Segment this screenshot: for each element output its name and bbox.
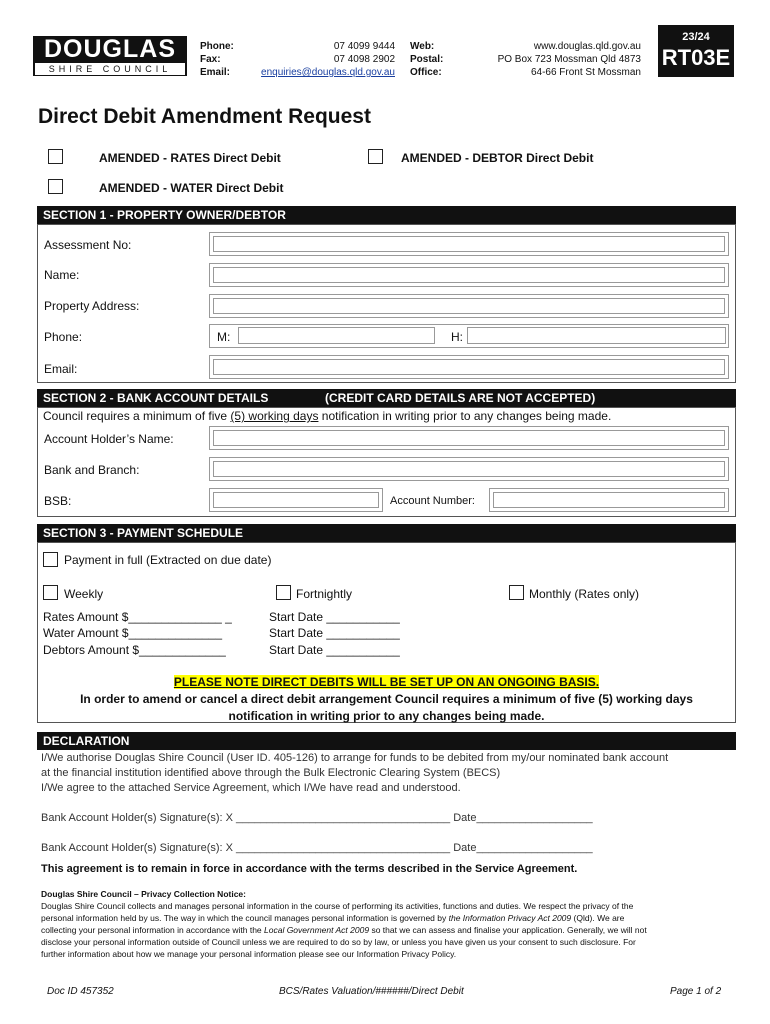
- privacy-line4: disclose your personal information outside of Council unless we are required to do so by law, or unless you have given us your consent to such disclosure. For: [41, 937, 636, 947]
- declaration-line1: I/We authorise Douglas Shire Council (User ID. 405-126) to arrange for funds to be debited from my/our nominated bank account: [41, 752, 669, 764]
- privacy-line3a: collecting your personal information in accordance with the: [41, 925, 265, 935]
- postal-label: Postal:: [410, 54, 444, 65]
- rates-amount-line[interactable]: Rates Amount $______________ _: [43, 610, 232, 624]
- payment-full-label: Payment in full (Extracted on due date): [64, 553, 272, 567]
- water-amount-line[interactable]: Water Amount $______________: [43, 626, 223, 640]
- mobile-field[interactable]: [238, 327, 435, 344]
- privacy-line2a: personal information held by us. The way in which the council manages personal information is governed by: [41, 913, 449, 923]
- bank-notice-post: notification in writing prior to any changes being made.: [318, 409, 612, 423]
- section3-heading: SECTION 3 - PAYMENT SCHEDULE: [37, 524, 736, 542]
- fax-value: 07 4098 2902: [333, 54, 395, 65]
- contact-values-right: [455, 40, 641, 79]
- debtors-amount-line[interactable]: Debtors Amount $_____________: [43, 643, 226, 657]
- account-number-label: Account Number:: [390, 495, 475, 507]
- badge-year: 23/24: [682, 31, 710, 43]
- assessment-field[interactable]: [209, 232, 729, 256]
- monthly-checkbox[interactable]: [509, 585, 524, 600]
- debtor-option-label: AMENDED - DEBTOR Direct Debit: [401, 151, 594, 165]
- logo-main-text: DOUGLAS: [44, 35, 176, 63]
- bank-notice-pre: Council requires a minimum of five: [43, 409, 231, 423]
- weekly-label: Weekly: [64, 587, 104, 601]
- badge-code: RT03E: [661, 45, 731, 70]
- email-label-s1: Email:: [44, 362, 78, 376]
- declaration-line3: I/We agree to the attached Service Agreement, which I/We have read and understood.: [41, 782, 461, 794]
- office-label: Office:: [410, 67, 442, 78]
- rates-start-date[interactable]: Start Date ___________: [269, 610, 400, 624]
- home-phone-field[interactable]: [467, 327, 726, 344]
- page-number: Page 1 of 2: [670, 986, 722, 997]
- privacy-line1: Douglas Shire Council collects and manages personal information in the course of performing its activities, functions and duties. We respect the privacy of the: [41, 901, 634, 911]
- debtors-start-date[interactable]: Start Date ___________: [269, 643, 400, 657]
- privacy-line3: [41, 924, 731, 936]
- amend-notice-line1: In order to amend or cancel a direct debit arrangement Council requires a minimum of five (5) working days: [80, 692, 693, 706]
- assessment-label: Assessment No:: [44, 238, 132, 252]
- privacy-act-name: the Information Privacy Act 2009: [448, 913, 572, 923]
- fortnightly-label: Fortnightly: [296, 587, 353, 601]
- fax-label: Fax:: [200, 54, 221, 65]
- payment-full-checkbox[interactable]: [43, 552, 58, 567]
- doc-path: BCS/Rates Valuation/######/Direct Debit: [279, 986, 464, 997]
- signature-line-1[interactable]: Bank Account Holder(s) Signature(s): X ___________________________________ Date___________________: [41, 812, 593, 824]
- web-value: www.douglas.qld.gov.au: [533, 41, 641, 52]
- name-label: Name:: [44, 268, 80, 282]
- council-logo: [33, 36, 187, 76]
- mobile-label: M:: [217, 330, 231, 344]
- declaration-line2: at the financial institution identified above through the Bulk Electronic Clearing System (BECS): [41, 767, 501, 779]
- home-phone-label: H:: [451, 330, 463, 344]
- web-label: Web:: [410, 41, 435, 52]
- section2-heading: [37, 389, 736, 407]
- bank-notice-underline: (5) working days: [230, 409, 319, 423]
- bank-field[interactable]: [209, 457, 729, 481]
- privacy-line2b: (Qld). We are: [571, 913, 625, 923]
- fortnightly-checkbox[interactable]: [276, 585, 291, 600]
- contact-labels-right: [410, 40, 443, 79]
- logo-sub-text: SHIRE COUNCIL: [35, 63, 185, 75]
- local-gov-act-name: Local Government Act 2009: [264, 925, 370, 935]
- phone-label: Phone:: [200, 41, 234, 52]
- declaration-heading: DECLARATION: [37, 732, 736, 750]
- ongoing-basis-text: PLEASE NOTE DIRECT DEBITS WILL BE SET UP ON AN ONGOING BASIS.: [173, 675, 600, 689]
- page-title: Direct Debit Amendment Request: [38, 105, 371, 128]
- holder-field[interactable]: [209, 426, 729, 450]
- monthly-label: Monthly (Rates only): [529, 587, 640, 601]
- address-field[interactable]: [209, 294, 729, 318]
- privacy-heading: Douglas Shire Council – Privacy Collection Notice:: [41, 889, 246, 899]
- water-option-label: AMENDED - WATER Direct Debit: [99, 181, 284, 195]
- email-label: Email:: [200, 67, 231, 78]
- privacy-line5: further information about how we manage your personal information please see our Information Privacy Policy.: [41, 949, 457, 959]
- privacy-line3b: so that we can assess and finalise your application. Generally, we will not: [369, 925, 647, 935]
- rates-checkbox[interactable]: [48, 149, 63, 164]
- name-field[interactable]: [209, 263, 729, 287]
- email-link[interactable]: enquiries@douglas.qld.gov.au: [261, 67, 395, 78]
- bsb-label: BSB:: [44, 494, 72, 508]
- debtor-checkbox[interactable]: [368, 149, 383, 164]
- section1-heading: SECTION 1 - PROPERTY OWNER/DEBTOR: [37, 206, 736, 224]
- form-code-badge: [658, 25, 734, 77]
- bsb-field[interactable]: [209, 488, 383, 512]
- section2-note: (CREDIT CARD DETAILS ARE NOT ACCEPTED): [325, 391, 596, 405]
- water-checkbox[interactable]: [48, 179, 63, 194]
- doc-id: Doc ID 457352: [47, 986, 114, 997]
- phone-label-s1: Phone:: [44, 330, 83, 344]
- contact-values-left: [240, 40, 395, 79]
- bank-notice: [43, 409, 611, 423]
- postal-value: PO Box 723 Mossman Qld 4873: [497, 54, 641, 65]
- bank-label: Bank and Branch:: [44, 463, 140, 477]
- signature-line-2[interactable]: Bank Account Holder(s) Signature(s): X ___________________________________ Date___________________: [41, 842, 593, 854]
- weekly-checkbox[interactable]: [43, 585, 58, 600]
- holder-label: Account Holder’s Name:: [44, 432, 174, 446]
- water-start-date[interactable]: Start Date ___________: [269, 626, 400, 640]
- rates-option-label: AMENDED - RATES Direct Debit: [99, 151, 281, 165]
- phone-value: 07 4099 9444: [333, 41, 395, 52]
- agreement-statement: This agreement is to remain in force in accordance with the terms described in the Service Agreement.: [41, 863, 578, 875]
- email-field[interactable]: [209, 355, 729, 379]
- amend-notice-line2: notification in writing prior to any changes being made.: [228, 709, 545, 723]
- section2-title: SECTION 2 - BANK ACCOUNT DETAILS: [43, 391, 269, 405]
- office-value: 64-66 Front St Mossman: [530, 67, 641, 78]
- contact-labels-left: [200, 40, 234, 79]
- privacy-line2: [41, 912, 731, 924]
- ongoing-basis-notice: [37, 675, 736, 689]
- privacy-notice: [41, 888, 731, 960]
- account-number-field[interactable]: [489, 488, 729, 512]
- address-label: Property Address:: [44, 299, 140, 313]
